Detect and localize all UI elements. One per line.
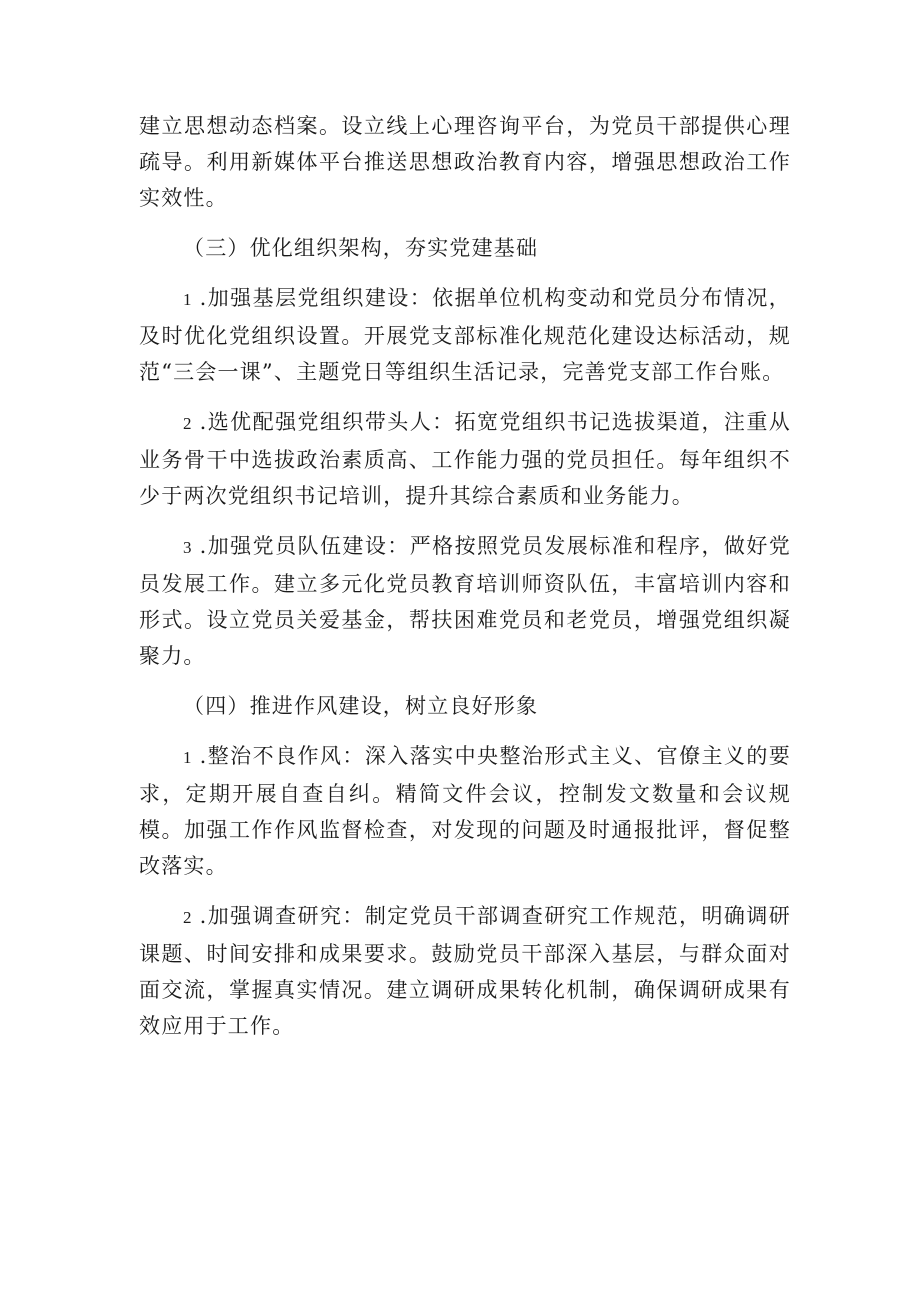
item-number: 2 — [183, 908, 192, 927]
item-text: .选优配强党组织带头人：拓宽党组织书记选拔渠道，注重从业务骨干中选拔政治素质高、工作能力强的党员担任。每年组织不少于两次党组织书记培训，提升其综合素质和业务能力。 — [139, 410, 791, 508]
item-number: 1 — [183, 290, 192, 309]
section-heading-3: （三）优化组织架构，夯实党建基础 — [183, 236, 539, 260]
document-body — [139, 108, 791, 1058]
item-text: .加强党员队伍建设：严格按照党员发展标准和程序，做好党员发展工作。建立多元化党员教育培训师资队伍，丰富培训内容和形式。设立党员关爱基金，帮扶困难党员和老党员，增强党组织凝聚力。 — [139, 534, 791, 668]
list-item-4-1 — [139, 738, 791, 884]
list-item-3-3 — [139, 528, 791, 674]
list-item-4-2 — [139, 898, 791, 1044]
item-number: 3 — [183, 538, 192, 557]
item-number: 1 — [183, 748, 192, 767]
paragraph-intro: 建立思想动态档案。设立线上心理咨询平台，为党员干部提供心理疏导。利用新媒体平台推送思想政治教育内容，增强思想政治工作实效性。 — [139, 114, 791, 210]
item-text: .加强调查研究：制定党员干部调查研究工作规范，明确调研课题、时间安排和成果要求。鼓励党员干部深入基层，与群众面对面交流，掌握真实情况。建立调研成果转化机制，确保调研成果有效应用于工作。 — [139, 904, 791, 1038]
section-heading-4: （四）推进作风建设，树立良好形象 — [183, 694, 539, 718]
item-text: .加强基层党组织建设：依据单位机构变动和党员分布情况，及时优化党组织设置。开展党支部标准化规范化建设达标活动，规范“三会一课”、主题党日等组织生活记录，完善党支部工作台账。 — [139, 286, 791, 384]
list-item-3-2 — [139, 404, 791, 514]
item-number: 2 — [183, 414, 192, 433]
list-item-3-1 — [139, 280, 791, 390]
item-text: .整治不良作风：深入落实中央整治形式主义、官僚主义的要求，定期开展自查自纠。精简文件会议，控制发文数量和会议规模。加强工作作风监督检查，对发现的问题及时通报批评，督促整改落实。 — [139, 744, 791, 878]
